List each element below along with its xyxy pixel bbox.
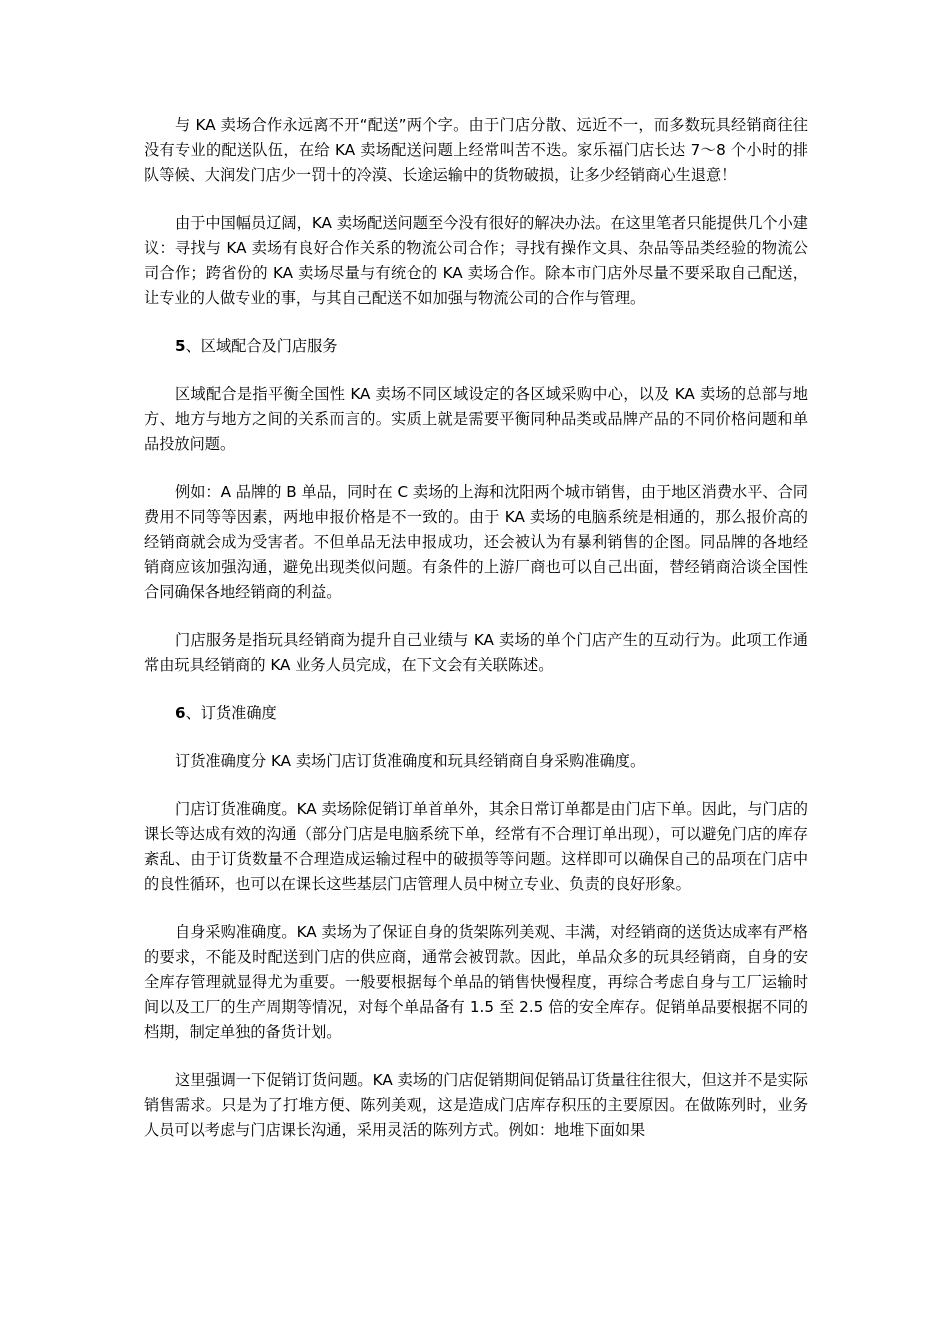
paragraph-order-accuracy-intro: 订货准确度分 KA 卖场门店订货准确度和玩具经销商自身采购准确度。 — [175, 752, 646, 770]
paragraph-store-service: 门店服务是指玩具经销商为提升自己业绩与 KA 卖场的单个门店产生的互动行为。此项工作通常由玩具经销商的 KA 业务人员完成，在下文会有关联陈述。 — [144, 631, 808, 674]
paragraph-regional-coordination: 区域配合是指平衡全国性 KA 卖场不同区域设定的各区域采购中心，以及 KA 卖场的总部与地方、地方与地方之间的关系而言的。实质上就是需要平衡同种品类或品牌产品的不同价格问题和单品投放问题。 — [144, 385, 808, 453]
paragraph-store-order-accuracy: 门店订货准确度。KA 卖场除促销订单首单外，其余日常订单都是由门店下单。因此，与门店的课长等达成有效的沟通（部分门店是电脑系统下单，经常有不合理订单出现），可以避免门店的库存紊乱、由于订货数量不合理造成运输过程中的破损等等问题。这样即可以确保自己的品项在门店中的良性循环，也可以在课长这些基层门店管理人员中树立专业、负责的良好形象。 — [144, 800, 808, 893]
section-heading-5 — [144, 334, 808, 359]
paragraph-delivery-suggestions: 由于中国幅员辽阔，KA 卖场配送问题至今没有很好的解决办法。在这里笔者只能提供几个小建议：寻找与 KA 卖场有良好合作关系的物流公司合作；寻找有操作文具、杂品等品类经验的物流公司合作；跨省份的 KA 卖场尽量与有统仓的 KA 卖场合作。除本市门店外尽量不要采取自己配送，让专业的人做专业的事，与其自己配送不如加强与物流公司的合作与管理。 — [144, 214, 808, 307]
section-number-6: 6 — [175, 704, 186, 722]
section-title-6: 、订货准确度 — [185, 704, 277, 722]
paragraph-self-purchase-accuracy: 自身采购准确度。KA 卖场为了保证自身的货架陈列美观、丰满，对经销商的送货达成率有严格的要求，不能及时配送到门店的供应商，通常会被罚款。因此，单品众多的玩具经销商，自身的安全库存管理就显得尤为重要。一般要根据每个单品的销售快慢程度，再综合考虑自身与工厂运输时间以及工厂的生产周期等情况，对每个单品备有 1.5 至 2.5 倍的安全库存。促销单品要根据不同的档期，制定单独的备货计划。 — [144, 923, 808, 1041]
section-number-5: 5 — [175, 337, 186, 355]
section-heading-6 — [144, 701, 808, 726]
paragraph-promotion-orders: 这里强调一下促销订货问题。KA 卖场的门店促销期间促销品订货量往往很大，但这并不是实际销售需求。只是为了打堆方便、陈列美观，这是造成门店库存积压的主要原因。在做陈列时，业务人员可以考虑与门店课长沟通，采用灵活的陈列方式。例如：地堆下面如果 — [144, 1071, 808, 1139]
section-title-5: 、区域配合及门店服务 — [185, 337, 338, 355]
document-body — [144, 113, 808, 1166]
paragraph-delivery-problem: 与 KA 卖场合作永远离不开“配送”两个字。由于门店分散、远近不一，而多数玩具经销商往往没有专业的配送队伍，在给 KA 卖场配送问题上经常叫苦不迭。家乐福门店长达 7～8 个小时的排队等候、大润发门店少一罚十的冷漠、长途运输中的货物破损，让多少经销商心生退意！ — [144, 116, 808, 184]
paragraph-example: 例如：A 品牌的 B 单品，同时在 C 卖场的上海和沈阳两个城市销售，由于地区消费水平、合同费用不同等等因素，两地申报价格是不一致的。由于 KA 卖场的电脑系统是相通的，那么报价高的经销商就会成为受害者。不但单品无法申报成功，还会被认为有暴利销售的企图。同品牌的各地经销商应该加强沟通，避免出现类似问题。有条件的上游厂商也可以自己出面，替经销商洽谈全国性合同确保各地经销商的利益。 — [144, 483, 808, 601]
